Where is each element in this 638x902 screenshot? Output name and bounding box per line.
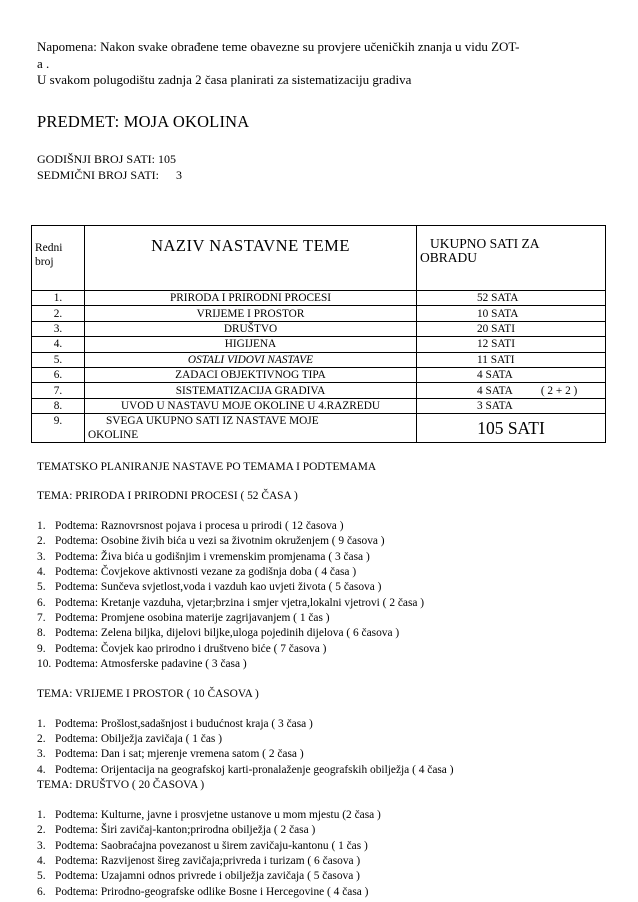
row-hours <box>417 398 606 413</box>
subtopic-text: Podtema: Kulturne, javne i prosvjetne ustanove u mom mjestu (2 časa ) <box>55 808 381 821</box>
subtopic-number: 1. <box>37 717 46 730</box>
total-row-hours: 105 SATI <box>417 414 606 443</box>
subtopic-number: 1. <box>37 808 46 821</box>
subtopic-item <box>37 855 360 867</box>
row-number: 8. <box>32 398 85 413</box>
row-number: 5. <box>32 352 85 367</box>
subtopic-number: 7. <box>37 612 46 625</box>
subtopic-item <box>37 612 330 624</box>
row-topic-name: VRIJEME I PROSTOR <box>85 306 417 321</box>
total-row-label-line-1: SVEGA UKUPNO SATI IZ NASTAVE MOJE <box>106 415 319 428</box>
row-hours-value: 4 SATA <box>477 384 513 397</box>
subtopic-number: 6. <box>37 596 46 609</box>
row-hours-value: 52 SATA <box>477 292 519 305</box>
note-line-1: Napomena: Nakon svake obrađene teme obavezne su provjere učeničkih znanja u vidu ZOT- <box>37 39 520 54</box>
subtopic-text: Podtema: Čovjek kao prirodno i društveno biće ( 7 časova ) <box>55 642 327 655</box>
subtopic-number: 6. <box>37 885 46 898</box>
subtopic-number: 2. <box>37 535 46 548</box>
subtopic-text: Podtema: Uzajamni odnos privrede i obilježja zavičaja ( 5 časova ) <box>55 870 360 883</box>
subtopic-item <box>37 748 304 760</box>
hours-block <box>37 151 182 183</box>
subtopic-text: Podtema: Saobraćajna povezanost u širem zavičaju-kantonu ( 1 čas ) <box>55 839 368 852</box>
thematic-heading: TEMATSKO PLANIRANJE NASTAVE PO TEMAMA I PODTEMAMA <box>37 461 377 473</box>
header-total-hours <box>417 226 606 291</box>
row-hours <box>417 306 606 321</box>
weekly-hours <box>37 167 182 183</box>
subtopic-number: 4. <box>37 566 46 579</box>
row-hours <box>417 337 606 352</box>
subtopic-text: Podtema: Širi zavičaj-kanton;prirodna obilježja ( 2 časa ) <box>55 824 316 837</box>
row-topic-name: HIGIJENA <box>85 337 417 352</box>
row-topic-name: DRUŠTVO <box>85 321 417 336</box>
subtopic-item <box>37 840 368 852</box>
table-total-row <box>32 414 606 443</box>
subtopic-number: 3. <box>37 748 46 761</box>
row-hours <box>417 321 606 336</box>
row-hours-value: 20 SATI <box>477 322 515 335</box>
subtopic-text: Podtema: Kretanje vazduha, vjetar;brzina i smjer vjetra,lokalni vjetrovi ( 2 časa ) <box>55 596 425 609</box>
note-line-2: a . <box>37 55 50 71</box>
subtopic-item <box>37 658 247 670</box>
row-number: 1. <box>32 291 85 306</box>
subtopic-text: Podtema: Dan i sat; mjerenje vremena satom ( 2 časa ) <box>55 748 304 761</box>
subtopic-number: 3. <box>37 839 46 852</box>
subtopic-item <box>37 718 313 730</box>
row-hours-value: 11 SATI <box>477 353 515 366</box>
subtopic-item <box>37 597 424 609</box>
subtopic-number: 2. <box>37 824 46 837</box>
subtopic-number: 3. <box>37 550 46 563</box>
table-row <box>32 398 606 413</box>
subtopic-text: Podtema: Sunčeva svjetlost,voda i vazduh kao uvjeti života ( 5 časova ) <box>55 581 382 594</box>
subtopic-number: 2. <box>37 732 46 745</box>
table-row <box>32 367 606 382</box>
subtopic-item <box>37 870 360 882</box>
subtopic-item <box>37 551 370 563</box>
subtopic-text: Podtema: Atmosferske padavine ( 3 časa ) <box>55 658 247 671</box>
row-hours-value: 4 SATA <box>477 369 513 382</box>
row-hours-value: 10 SATA <box>477 307 519 320</box>
subtopic-item <box>37 520 344 532</box>
subtopic-text: Podtema: Prošlost,sadašnjost i budućnost kraja ( 3 časa ) <box>55 717 313 730</box>
row-number: 6. <box>32 367 85 382</box>
row-topic-name: SISTEMATIZACIJA GRADIVA <box>85 383 417 398</box>
topics-table <box>31 225 606 443</box>
total-row-label-line-2: OKOLINE <box>88 429 139 442</box>
subtopic-item <box>37 627 399 639</box>
row-topic-name: ZADACI OBJEKTIVNOG TIPA <box>85 367 417 382</box>
header-number <box>32 226 85 291</box>
topic-title: TEMA: DRUŠTVO ( 20 ČASOVA ) <box>37 778 205 791</box>
row-hours-note: ( 2 + 2 ) <box>540 384 578 397</box>
row-topic-name: PRIRODA I PRIRODNI PROCESI <box>85 291 417 306</box>
subtopic-text: Podtema: Čovjekove aktivnosti vezane za godišnja doba ( 4 časa ) <box>55 566 357 579</box>
note-block <box>37 39 607 89</box>
subtopic-number: 10. <box>37 658 52 671</box>
subtopic-number: 4. <box>37 763 46 776</box>
annual-hours-label: GODIŠNJI BROJ SATI: <box>37 152 156 166</box>
subtopic-item <box>37 824 315 836</box>
subtopic-text: Podtema: Zelena biljka, dijelovi biljke,uloga pojedinih dijelova ( 6 časova ) <box>55 627 400 640</box>
weekly-hours-label: SEDMIČNI BROJ SATI: <box>37 168 160 182</box>
note-line-3: U svakom polugodištu zadnja 2 časa planirati za sistematizaciju gradiva <box>37 72 412 87</box>
subtopic-item <box>37 643 326 655</box>
row-hours-value: 12 SATI <box>477 338 515 351</box>
row-number: 3. <box>32 321 85 336</box>
subtopic-text: Podtema: Obilježja zavičaja ( 1 čas ) <box>55 732 222 745</box>
row-number: 7. <box>32 383 85 398</box>
annual-hours <box>37 151 182 167</box>
table-row <box>32 306 606 321</box>
table-row <box>32 321 606 336</box>
subject-title: PREDMET: MOJA OKOLINA <box>37 112 250 131</box>
table-row <box>32 337 606 352</box>
row-hours <box>417 367 606 382</box>
row-hours-value: 3 SATA <box>477 399 513 412</box>
table-row <box>32 383 606 398</box>
row-hours <box>417 383 606 398</box>
subtopic-number: 1. <box>37 520 46 532</box>
row-topic-name: UVOD U NASTAVU MOJE OKOLINE U 4.RAZREDU <box>85 398 417 413</box>
total-row-label <box>85 414 417 443</box>
subtopic-item <box>37 535 385 547</box>
subtopic-item <box>37 764 454 776</box>
weekly-hours-value: 3 <box>176 168 183 182</box>
subtopic-text: Podtema: Osobine živih bića u vezi sa životnim okruženjem ( 9 časova ) <box>55 535 385 548</box>
subtopic-text: Podtema: Razvijenost šireg zavičaja;privreda i turizam ( 6 časova ) <box>55 854 361 867</box>
topic-title: TEMA: PRIRODA I PRIRODNI PROCESI ( 52 ČASA ) <box>37 490 298 502</box>
header-total-line-1: UKUPNO SATI ZA <box>430 236 540 251</box>
header-number-line-1: Redni <box>35 242 63 254</box>
subtopic-number: 8. <box>37 627 46 640</box>
subtopic-text: Podtema: Promjene osobina materije zagrijavanjem ( 1 čas ) <box>55 612 330 625</box>
header-topic-name: NAZIV NASTAVNE TEME <box>85 226 417 291</box>
annual-hours-value: 105 <box>158 152 177 166</box>
row-number: 4. <box>32 337 85 352</box>
subtopic-item <box>37 886 368 898</box>
header-total-line-2: OBRADU <box>420 250 478 265</box>
subtopic-number: 9. <box>37 642 46 655</box>
subtopic-text: Podtema: Orijentacija na geografskoj karti-pronalaženje geografskih obilježja ( 4 časa ) <box>55 763 454 776</box>
subtopic-text: Podtema: Raznovrsnost pojava i procesa u prirodi ( 12 časova ) <box>55 520 344 532</box>
subtopic-text: Podtema: Živa bića u godišnjim i vremenskim promjenama ( 3 časa ) <box>55 550 370 563</box>
subtopic-item <box>37 581 381 593</box>
subtopic-number: 4. <box>37 854 46 867</box>
subtopic-number: 5. <box>37 581 46 594</box>
row-hours <box>417 352 606 367</box>
subtopic-text: Podtema: Prirodno-geografske odlike Bosne i Hercegovine ( 4 časa ) <box>55 885 369 898</box>
total-row-number: 9. <box>32 414 85 443</box>
subtopic-item <box>37 733 222 745</box>
table-row <box>32 291 606 306</box>
subtopic-item <box>37 809 381 821</box>
topic-title: TEMA: VRIJEME I PROSTOR ( 10 ČASOVA ) <box>37 687 259 700</box>
row-hours <box>417 291 606 306</box>
row-number: 2. <box>32 306 85 321</box>
table-row <box>32 352 606 367</box>
subtopic-number: 5. <box>37 870 46 883</box>
header-number-line-2: broj <box>35 256 54 268</box>
table-header-row <box>32 226 606 291</box>
row-topic-name: OSTALI VIDOVI NASTAVE <box>85 352 417 367</box>
subtopic-item <box>37 566 356 578</box>
